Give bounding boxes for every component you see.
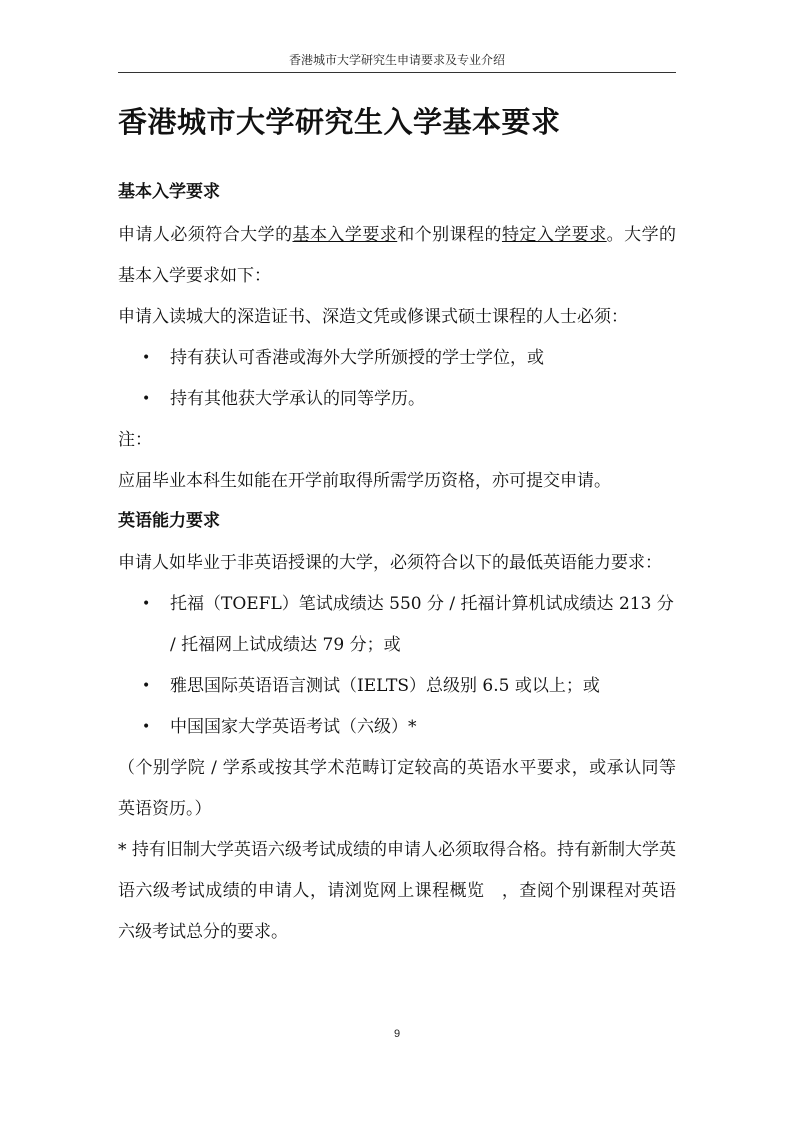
list-item [118,338,676,379]
list-item-text: 托福（TOEFL）笔试成绩达 550 分 / 托福计算机试成绩达 213 分 / 托福网上试成绩达 79 分；或 [170,594,674,655]
note-text: 应届毕业本科生如能在开学前取得所需学历资格，亦可提交申请。 [118,471,611,491]
note-label: 注： [118,430,152,450]
list-item-text: 中国国家大学英语考试（六级）* [170,717,417,737]
remark-paragraph: （个别学院 / 学系或按其学术范畴订定较高的英语水平要求，或承认同等英语资历。） [118,758,676,819]
page-content [118,98,676,953]
bullet-icon: • [142,596,151,612]
para-text: 。大学的基本入学要求如下： [118,225,677,286]
page-number: 9 [393,1028,401,1040]
running-header: 香港城市大学研究生申请要求及专业介绍 [288,53,505,67]
page-title: 香港城市大学研究生入学基本要求 [118,105,561,139]
list-item [118,379,676,420]
list-item-text: 雅思国际英语语言测试（IELTS）总级别 6.5 或以上；或 [170,676,600,696]
list-item-text: 持有获认可香港或海外大学所颁授的学士学位，或 [170,348,544,368]
header-rule [118,72,676,73]
bullet-icon: • [142,350,151,366]
section-heading-english-requirements: 英语能力要求 [118,511,220,531]
list-item [118,666,676,707]
list-item-text: 持有其他获大学承认的同等学历。 [170,389,425,409]
list-item [118,707,676,748]
basic-requirements-link[interactable]: 基本入学要求 [292,225,398,245]
eligibility-paragraph: 申请入读城大的深造证书、深造文凭或修课式硕士课程的人士必须： [118,307,628,327]
basic-requirements-paragraph [118,215,676,297]
degree-requirements-list [118,338,676,420]
para-text: 申请人必须符合大学的 [118,225,293,245]
bullet-icon: • [142,719,151,735]
section-heading-basic-requirements: 基本入学要求 [118,182,220,202]
list-item [118,584,676,666]
footnote-paragraph: * 持有旧制大学英语六级考试成绩的申请人必须取得合格。持有新制大学英语六级考试成绩的申请人，请浏览网上课程概览 ，查阅个别课程对英语六级考试总分的要求。 [118,840,676,942]
bullet-icon: • [142,678,151,694]
specific-requirements-link[interactable]: 特定入学要求 [501,225,607,245]
bullet-icon: • [142,391,151,407]
english-requirements-list [118,584,676,748]
english-intro-paragraph: 申请人如毕业于非英语授课的大学，必须符合以下的最低英语能力要求： [118,553,662,573]
para-text: 和个别课程的 [397,225,502,245]
